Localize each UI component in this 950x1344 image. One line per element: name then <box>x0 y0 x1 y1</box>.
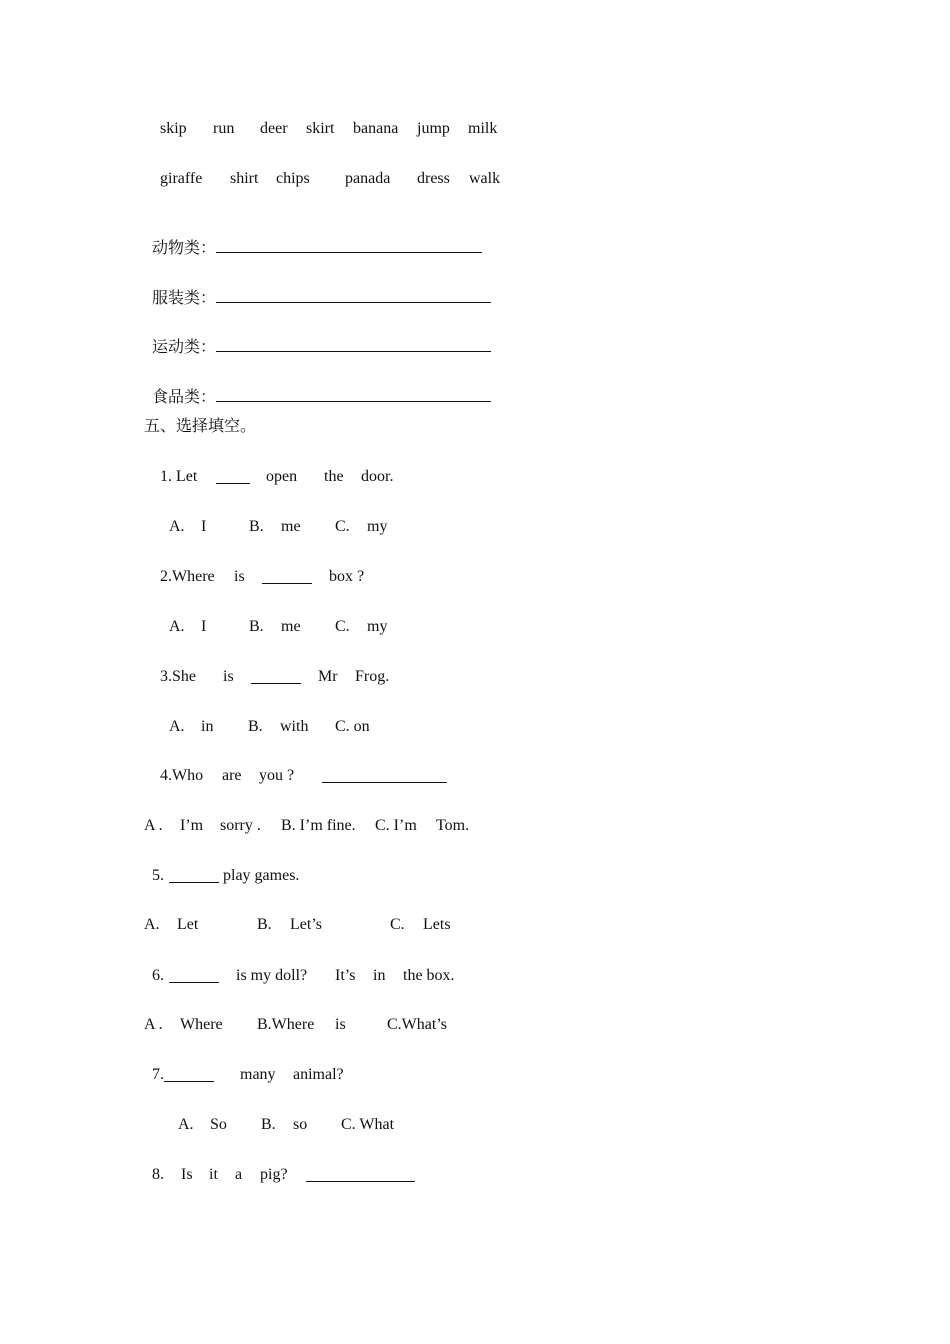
category-animals <box>144 218 482 259</box>
answer-blank[interactable] <box>322 768 447 783</box>
word: deer <box>260 120 288 137</box>
word: banana <box>353 120 399 137</box>
question-text: 3.She <box>160 668 196 685</box>
word: chips <box>276 170 310 187</box>
option-text[interactable]: me <box>281 618 301 635</box>
question-text: 7. <box>152 1066 164 1083</box>
category-label: 运动类： <box>152 339 217 356</box>
option-letter: A. <box>144 916 160 933</box>
question-text: the box. <box>403 967 455 984</box>
question-text: are <box>222 767 242 784</box>
word: shirt <box>230 170 259 187</box>
answer-blank[interactable] <box>216 387 491 402</box>
section-title: 五、选择填空。 <box>144 418 257 435</box>
question-text: you ? <box>259 767 295 784</box>
option-text[interactable]: Tom. <box>436 817 470 834</box>
answer-blank[interactable] <box>306 1167 415 1182</box>
question-text: in <box>373 967 386 984</box>
question-text: open <box>266 468 298 485</box>
option-text[interactable]: Let’s <box>290 916 322 933</box>
question-text: play games. <box>223 867 300 884</box>
option-letter: B. <box>249 518 264 535</box>
option-letter: A . <box>144 817 163 834</box>
option-text[interactable]: C.What’s <box>387 1016 447 1033</box>
option-letter: A. <box>169 518 185 535</box>
question-text: animal? <box>293 1066 344 1083</box>
category-label: 食品类： <box>152 389 217 406</box>
answer-blank[interactable] <box>216 337 491 352</box>
answer-blank[interactable] <box>262 569 312 584</box>
question-text: box ? <box>329 568 365 585</box>
question-text: it <box>209 1166 218 1183</box>
word: skirt <box>306 120 335 137</box>
word: panada <box>345 170 391 187</box>
question-text: a <box>235 1166 243 1183</box>
category-food <box>144 367 491 408</box>
option-text[interactable]: C. I’m <box>375 817 417 834</box>
option-letter: B. <box>249 618 264 635</box>
question-text: It’s <box>335 967 356 984</box>
option-text[interactable]: me <box>281 518 301 535</box>
question-text: 4.Who <box>160 767 204 784</box>
category-clothing <box>144 268 491 309</box>
option-letter: A. <box>178 1116 194 1133</box>
question-text: Mr <box>318 668 338 685</box>
option-text[interactable]: Let <box>177 916 199 933</box>
option-text[interactable]: I <box>201 618 207 635</box>
word: giraffe <box>160 170 203 187</box>
question-text: 1. Let <box>160 468 198 485</box>
option-letter: A . <box>144 1016 163 1033</box>
option-text[interactable]: with <box>280 718 309 735</box>
option-letter: A. <box>169 618 185 635</box>
question-text: Frog. <box>355 668 390 685</box>
option-text[interactable]: in <box>201 718 214 735</box>
option-text[interactable]: C. What <box>341 1116 395 1133</box>
category-label: 动物类： <box>152 240 217 257</box>
question-text: 6. <box>152 967 164 984</box>
word: dress <box>417 170 450 187</box>
option-text[interactable]: C. on <box>335 718 370 735</box>
option-letter: B. <box>248 718 263 735</box>
option-letter: C. <box>335 618 350 635</box>
option-text[interactable]: So <box>210 1116 227 1133</box>
answer-blank[interactable] <box>251 669 301 684</box>
option-letter: C. <box>390 916 405 933</box>
option-text[interactable]: I <box>201 518 207 535</box>
question-text: many <box>240 1066 276 1083</box>
option-letter: B. <box>257 916 272 933</box>
answer-blank[interactable] <box>169 968 219 983</box>
category-label: 服装类： <box>152 290 217 307</box>
answer-blank[interactable] <box>169 868 219 883</box>
option-text[interactable]: Where <box>180 1016 223 1033</box>
question-text: is <box>234 568 245 585</box>
answer-blank[interactable] <box>216 238 482 253</box>
option-text[interactable]: is <box>335 1016 346 1033</box>
question-text: is <box>223 668 234 685</box>
option-text[interactable]: Lets <box>423 916 451 933</box>
category-sports <box>144 317 491 358</box>
option-text[interactable]: B. I’m fine. <box>281 817 356 834</box>
question-text: 2.Where <box>160 568 215 585</box>
word: milk <box>468 120 498 137</box>
question-text: pig? <box>260 1166 288 1183</box>
option-text[interactable]: B.Where <box>257 1016 315 1033</box>
option-letter: A. <box>169 718 185 735</box>
option-letter: C. <box>335 518 350 535</box>
option-text[interactable]: so <box>293 1116 308 1133</box>
question-text: door. <box>361 468 394 485</box>
word: walk <box>469 170 501 187</box>
answer-blank[interactable] <box>216 469 250 484</box>
word: run <box>213 120 235 137</box>
question-text: 5. <box>152 867 164 884</box>
question-text: is my doll? <box>236 967 308 984</box>
word: skip <box>160 120 187 137</box>
answer-blank[interactable] <box>216 288 491 303</box>
word: jump <box>417 120 450 137</box>
option-text[interactable]: my <box>367 618 388 635</box>
question-text: the <box>324 468 344 485</box>
option-text[interactable]: sorry . <box>220 817 261 834</box>
option-text[interactable]: I’m <box>180 817 204 834</box>
question-text: Is <box>181 1166 193 1183</box>
question-text: 8. <box>152 1166 164 1183</box>
answer-blank[interactable] <box>164 1067 214 1082</box>
option-letter: B. <box>261 1116 276 1133</box>
option-text[interactable]: my <box>367 518 388 535</box>
